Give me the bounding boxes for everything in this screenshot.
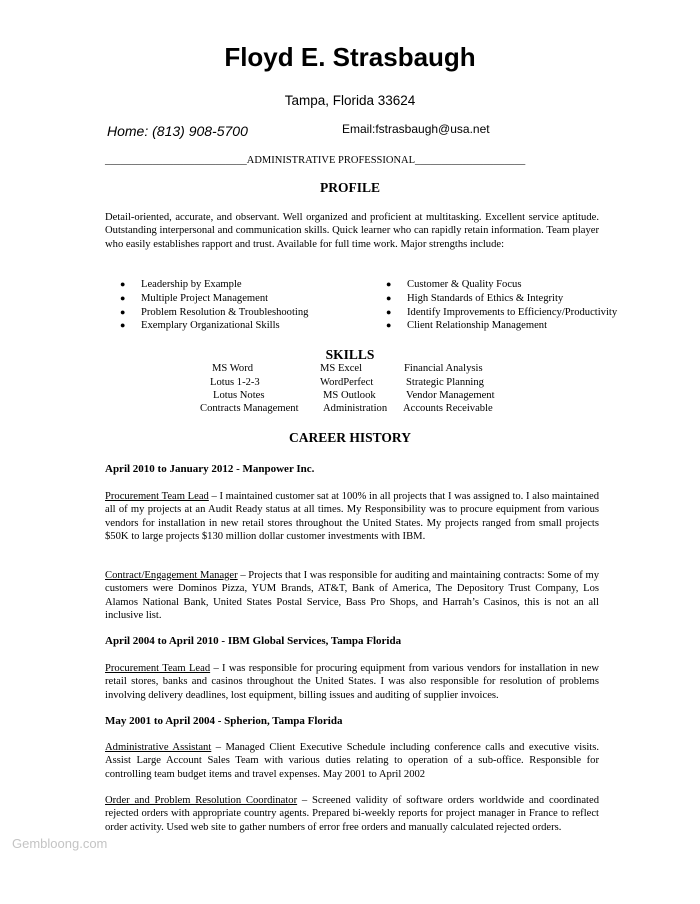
skill-item: Accounts Receivable — [403, 403, 493, 414]
resume-name: Floyd E. Strasbaugh — [224, 42, 476, 72]
skill-item: Lotus 1-2-3 — [210, 377, 260, 388]
skill-item: MS Excel — [320, 363, 363, 374]
skill-item: Financial Analysis — [404, 363, 483, 374]
skill-item: MS Outlook — [323, 390, 376, 401]
job-title: May 2001 to April 2004 - Spherion, Tampa Florida — [105, 715, 343, 727]
job-title: April 2010 to January 2012 - Manpower Inc. — [105, 463, 315, 475]
list-item: ● Exemplary Organizational Skills — [120, 320, 280, 332]
skill-item: MS Word — [212, 363, 254, 374]
role-title: Order and Problem Resolution Coordinator — [105, 795, 298, 806]
role-title: Procurement Team Lead — [105, 491, 209, 502]
skill-item: WordPerfect — [320, 377, 374, 388]
role-text: – I maintained customer sat at 100% in all projects that I was assigned to. I also maintained all of my projects at an Audit Ready status at all times. My Responsibility was to procure equipment from various vendors for installation in new retail stores throughout the United States. My projects ranged from small projects $50K to large projects $130 million dollar customer investments with IBM. — [105, 491, 600, 543]
list-item: ● Leadership by Example — [120, 279, 242, 290]
job-role-description — [105, 662, 599, 702]
address: Tampa, Florida 33624 — [284, 93, 416, 108]
role-text: – I was responsible for procuring equipment from various vendors for installation in new retail stores, banks and casinos throughout the United States. I was also responsible for resolution of problems involving delivery deadlines, lost equipment, billing issues and auditing of supplier invoices. — [105, 663, 599, 701]
job-role-description — [105, 741, 599, 781]
list-item: ● Multiple Project Management — [120, 292, 269, 304]
career-heading: CAREER HISTORY — [289, 430, 411, 445]
skill-item: Vendor Management — [406, 390, 495, 401]
skill-item: Administration — [323, 403, 388, 414]
role-text: – Projects that I was responsible for auditing and maintaining contracts: Some of my customers were Dominos Pizza, YUM Brands, AT&T, Bank of America, The Depository Trust Company, Los Alamos National Bank, United States Postal Service, Bass Pro Shops, and Harrah’s Casinos, this is not an all inclusive list. — [105, 570, 599, 622]
role-title: Procurement Team Lead — [105, 663, 211, 674]
list-item: ● Customer & Quality Focus — [386, 279, 522, 290]
bullet-icon: ● — [386, 279, 392, 289]
watermark: Gembloong.com — [12, 836, 108, 851]
list-item: ● Identify Improvements to Efficiency/Productivity — [386, 306, 618, 318]
role-text: – Managed Client Executive Schedule including conference calls and executive visits. Assist Large Account Sales Team with various duties relating to operation of a sub-office. Responsible for controlling team budget items and travel expenses. May 2001 to April 2002 — [105, 742, 599, 780]
bullet-icon: ● — [120, 279, 126, 289]
job-role-description — [105, 490, 599, 544]
bullet-icon: ● — [386, 306, 392, 317]
list-item: ● Client Relationship Management — [386, 320, 548, 332]
profile-summary: Detail-oriented, accurate, and observant. Well organized and proficient at multitasking. Excellent service aptitude. Outstanding interpersonal and communication skills. Quick learner who can rapidly retain information. Team player who easily establishes rapport and trust. Available for full time work. Major strengths include: — [105, 212, 599, 250]
role-title: Contract/Engagement Manager — [105, 570, 238, 581]
bullet-icon: ● — [386, 292, 392, 303]
bullet-icon: ● — [120, 306, 126, 317]
list-item: ● High Standards of Ethics & Integrity — [386, 292, 564, 304]
role-title: Administrative Assistant — [105, 742, 212, 753]
bullet-icon: ● — [386, 320, 392, 331]
title-banner: ___________________________ADMINISTRATIVE PROFESSIONAL_____________________ — [105, 155, 526, 166]
bullet-icon: ● — [120, 320, 126, 331]
phone-number: Home: (813) 908-5700 — [107, 123, 248, 139]
skill-item: Lotus Notes — [213, 390, 265, 401]
skill-item: Strategic Planning — [406, 377, 484, 388]
email-address: Email:fstrasbaugh@usa.net — [342, 122, 490, 136]
strengths-list-right — [386, 278, 617, 333]
profile-heading: PROFILE — [319, 180, 380, 195]
job-role-description — [105, 569, 599, 623]
skill-item: Contracts Management — [200, 403, 299, 414]
list-item: ● Problem Resolution & Troubleshooting — [120, 306, 309, 318]
strengths-list-left — [120, 278, 308, 333]
skills-heading: SKILLS — [325, 347, 375, 362]
role-text: – Screened validity of software orders worldwide and coordinated rejected orders with appropriate country agents. Prepared bi-weekly reports for project manager in France to reflect order activity. Used web site to gather numbers of error free orders and manually calculated rejected orders. — [105, 795, 599, 833]
job-title: April 2004 to April 2010 - IBM Global Services, Tampa Florida — [105, 635, 402, 647]
job-role-description — [105, 794, 599, 834]
bullet-icon: ● — [120, 292, 126, 303]
